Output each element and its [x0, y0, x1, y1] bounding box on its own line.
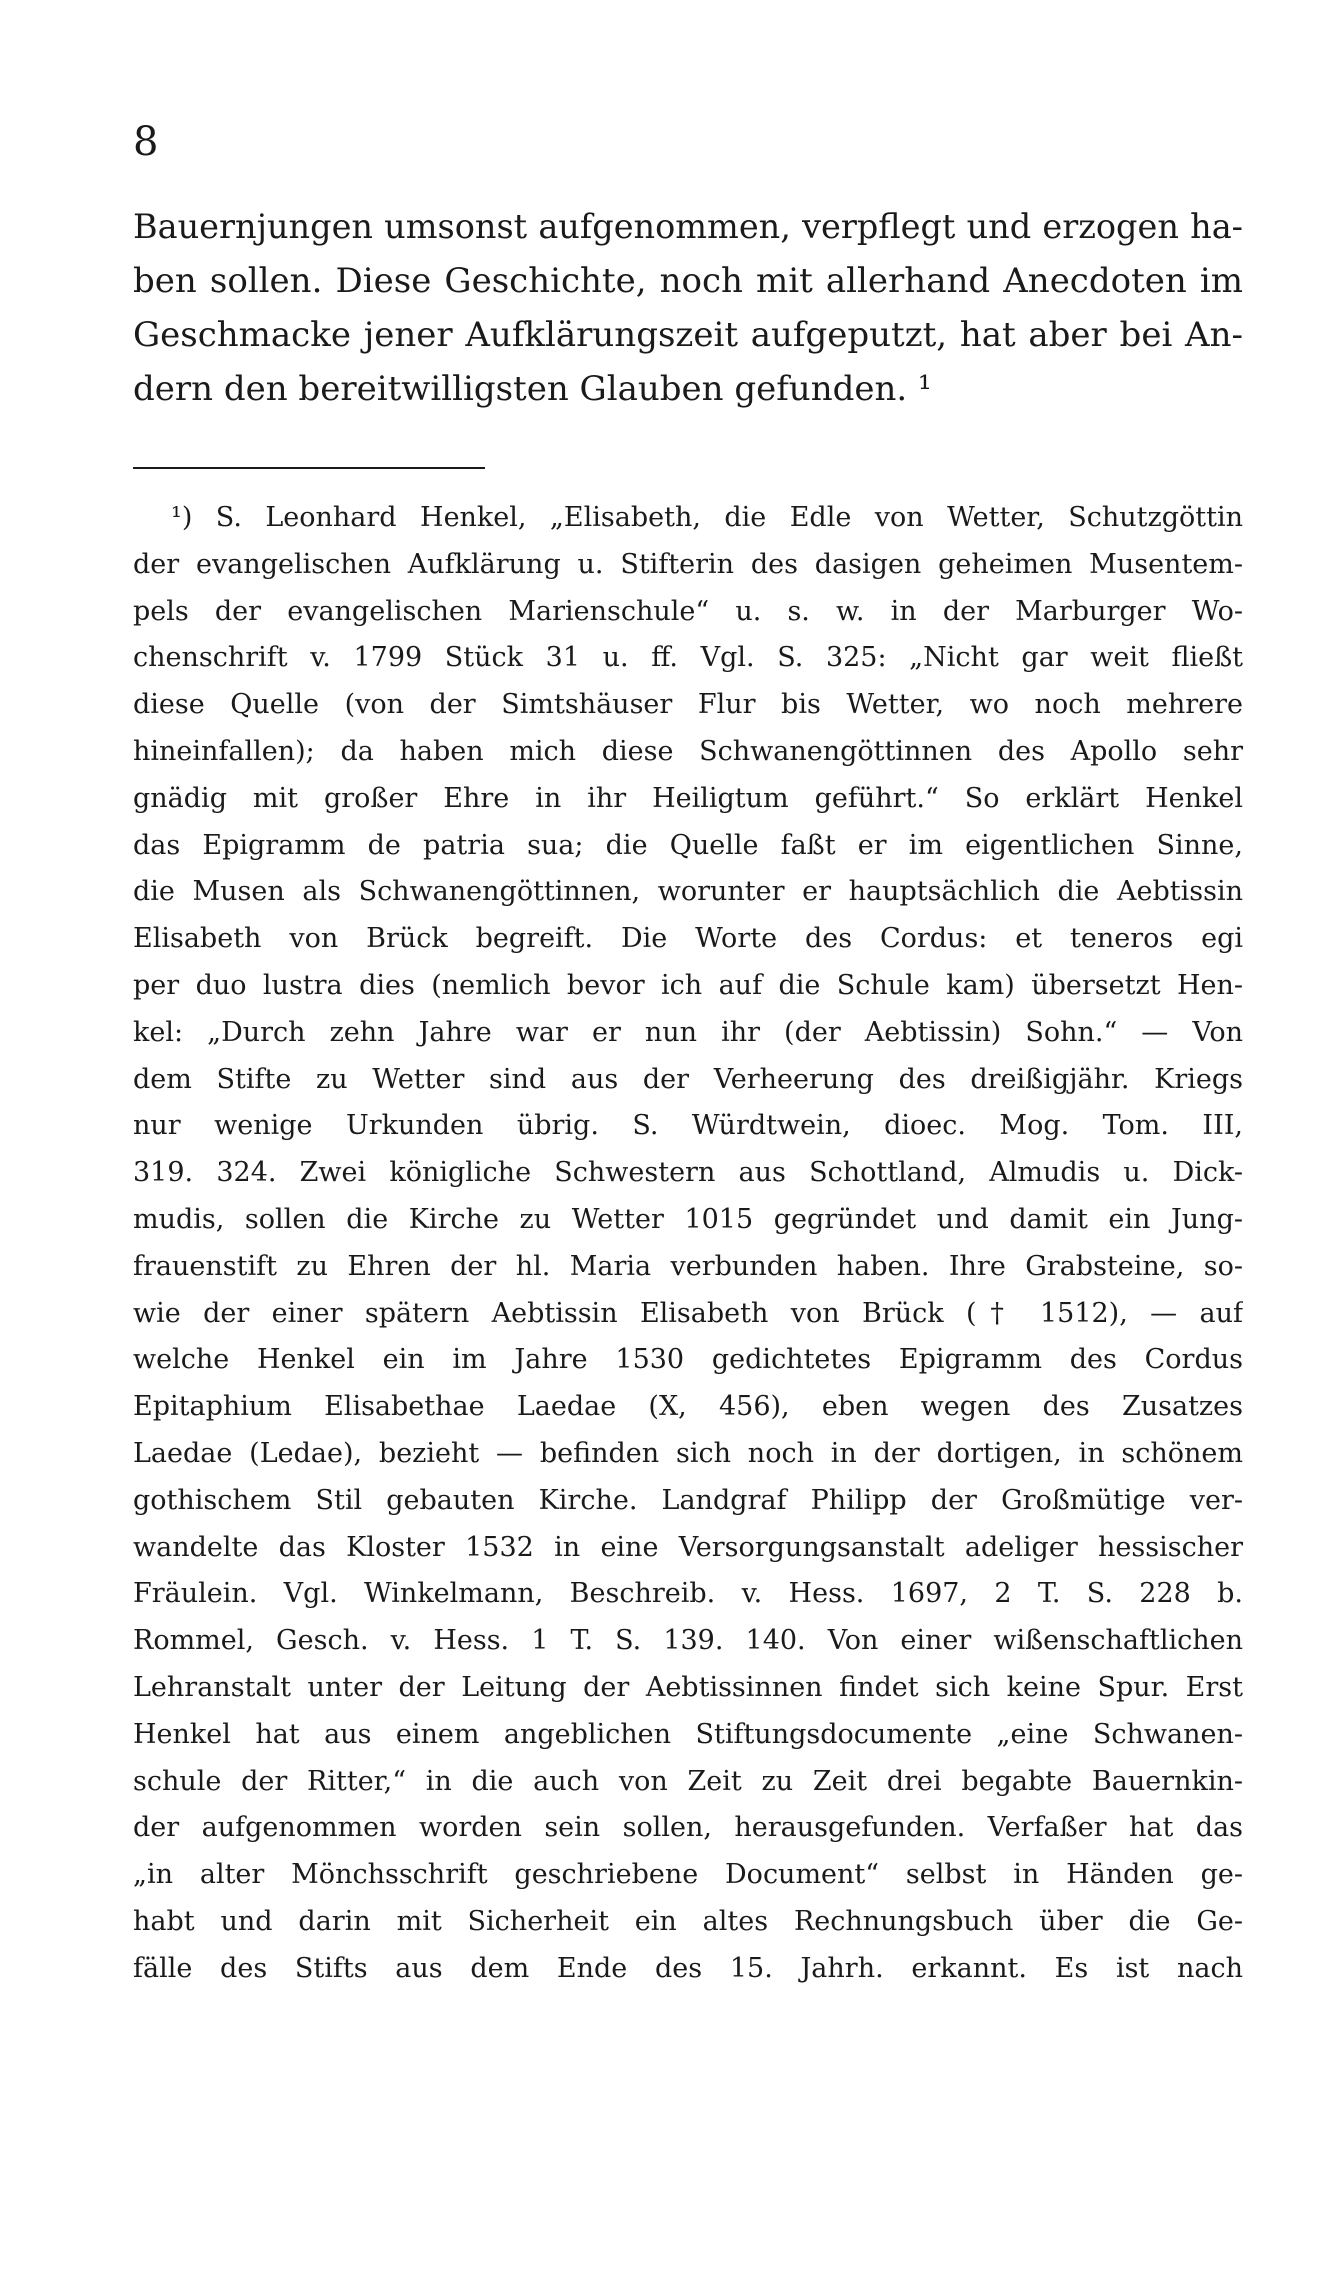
footnote-line: diese Quelle (von der Simtshäuser Flur bis Wetter, wo noch mehrere	[133, 689, 1243, 721]
footnote-line: schule der Ritter,“ in die auch von Zeit zu Zeit drei begabte Bauernkin-	[133, 1765, 1243, 1797]
footnote-line: wandelte das Kloster 1532 in eine Versorgungsanstalt adeliger hessischer	[133, 1531, 1243, 1563]
main-text-line: Bauernjungen umsonst aufgenommen, verpflegt und erzogen ha-	[133, 207, 1243, 246]
footnote-line: Epitaphium Elisabethae Laedae (X, 456), eben wegen des Zusatzes	[133, 1391, 1243, 1423]
footnote-line: Henkel hat aus einem angeblichen Stiftungsdocumente „eine Schwanen-	[133, 1718, 1243, 1750]
main-text-line: Geschmacke jener Aufklärungszeit aufgeputzt, hat aber bei An-	[133, 315, 1243, 355]
footnote-line: hineinfallen); da haben mich diese Schwanengöttinnen des Apollo sehr	[133, 735, 1243, 767]
footnote-line: „in alter Mönchsschrift geschriebene Document“ selbst in Händen ge-	[133, 1859, 1243, 1891]
footnote-line: 319. 324. Zwei königliche Schwestern aus Schottland, Almudis u. Dick-	[133, 1157, 1243, 1189]
footnote-line: gnädig mit großer Ehre in ihr Heiligtum geführt.“ So erklärt Henkel	[133, 782, 1243, 814]
footnote-line: fälle des Stifts aus dem Ende des 15. Jahrh. erkannt. Es ist nach	[133, 1952, 1243, 1984]
main-text-block	[133, 200, 1243, 416]
footnote-line: wie der einer spätern Aebtissin Elisabeth von Brück († 1512), — auf	[133, 1297, 1243, 1329]
footnote-line: die Musen als Schwanengöttinnen, worunter er hauptsächlich die Aebtissin	[133, 876, 1243, 908]
footnote-line: Lehranstalt unter der Leitung der Aebtissinnen findet sich keine Spur. Erst	[133, 1671, 1243, 1703]
page-number: 8	[133, 119, 159, 165]
footnote-line: frauenstift zu Ehren der hl. Maria verbunden haben. Ihre Grabsteine, so-	[133, 1250, 1243, 1282]
footnote-line: gothischem Stil gebauten Kirche. Landgraf Philipp der Großmütige ver-	[133, 1484, 1243, 1516]
footnote-line: Fräulein. Vgl. Winkelmann, Beschreib. v. Hess. 1697, 2 T. S. 228 b.	[133, 1578, 1243, 1610]
footnote-line: dem Stifte zu Wetter sind aus der Verheerung des dreißigjähr. Kriegs	[133, 1063, 1243, 1095]
footnote-line: nur wenige Urkunden übrig. S. Würdtwein, dioec. Mog. Tom. III,	[133, 1110, 1243, 1142]
footnote-line: habt und darin mit Sicherheit ein altes Rechnungsbuch über die Ge-	[133, 1905, 1243, 1937]
footnote-line: kel: „Durch zehn Jahre war er nun ihr (der Aebtissin) Sohn.“ — Von	[133, 1016, 1243, 1048]
footnote-line: chenschrift v. 1799 Stück 31 u. ff. Vgl. S. 325: „Nicht gar weit fließt	[133, 642, 1243, 674]
footnote-line: der aufgenommen worden sein sollen, herausgefunden. Verfaßer hat das	[133, 1812, 1243, 1844]
footnote-line: Rommel, Gesch. v. Hess. 1 T. S. 139. 140. Von einer wißenschaftlichen	[133, 1625, 1243, 1657]
main-text-line: dern den bereitwilligsten Glauben gefunden. ¹	[133, 369, 932, 409]
footnote-line: Elisabeth von Brück begreift. Die Worte des Cordus: et teneros egi	[133, 923, 1243, 955]
footnote-separator-rule	[133, 467, 485, 469]
footnote-line: mudis, sollen die Kirche zu Wetter 1015 gegründet und damit ein Jung-	[133, 1203, 1243, 1235]
footnote-line: der evangelischen Aufklärung u. Stifterin des dasigen geheimen Musentem-	[133, 548, 1243, 580]
footnote-line: pels der evangelischen Marienschule“ u. s. w. in der Marburger Wo-	[133, 595, 1243, 627]
main-text-line: ben sollen. Diese Geschichte, noch mit allerhand Anecdoten im	[133, 261, 1243, 301]
footnote-line: per duo lustra dies (nemlich bevor ich auf die Schule kam) übersetzt Hen-	[133, 969, 1243, 1001]
footnote-line: welche Henkel ein im Jahre 1530 gedichtetes Epigramm des Cordus	[133, 1344, 1243, 1376]
footnote-block	[133, 495, 1243, 1993]
footnote-line: Laedae (Ledae), bezieht — befinden sich noch in der dortigen, in schönem	[133, 1437, 1243, 1469]
footnote-line: das Epigramm de patria sua; die Quelle faßt er im eigentlichen Sinne,	[133, 829, 1243, 861]
footnote-line: ¹) S. Leonhard Henkel, „Elisabeth, die Edle von Wetter, Schutzgöttin	[171, 502, 1243, 533]
